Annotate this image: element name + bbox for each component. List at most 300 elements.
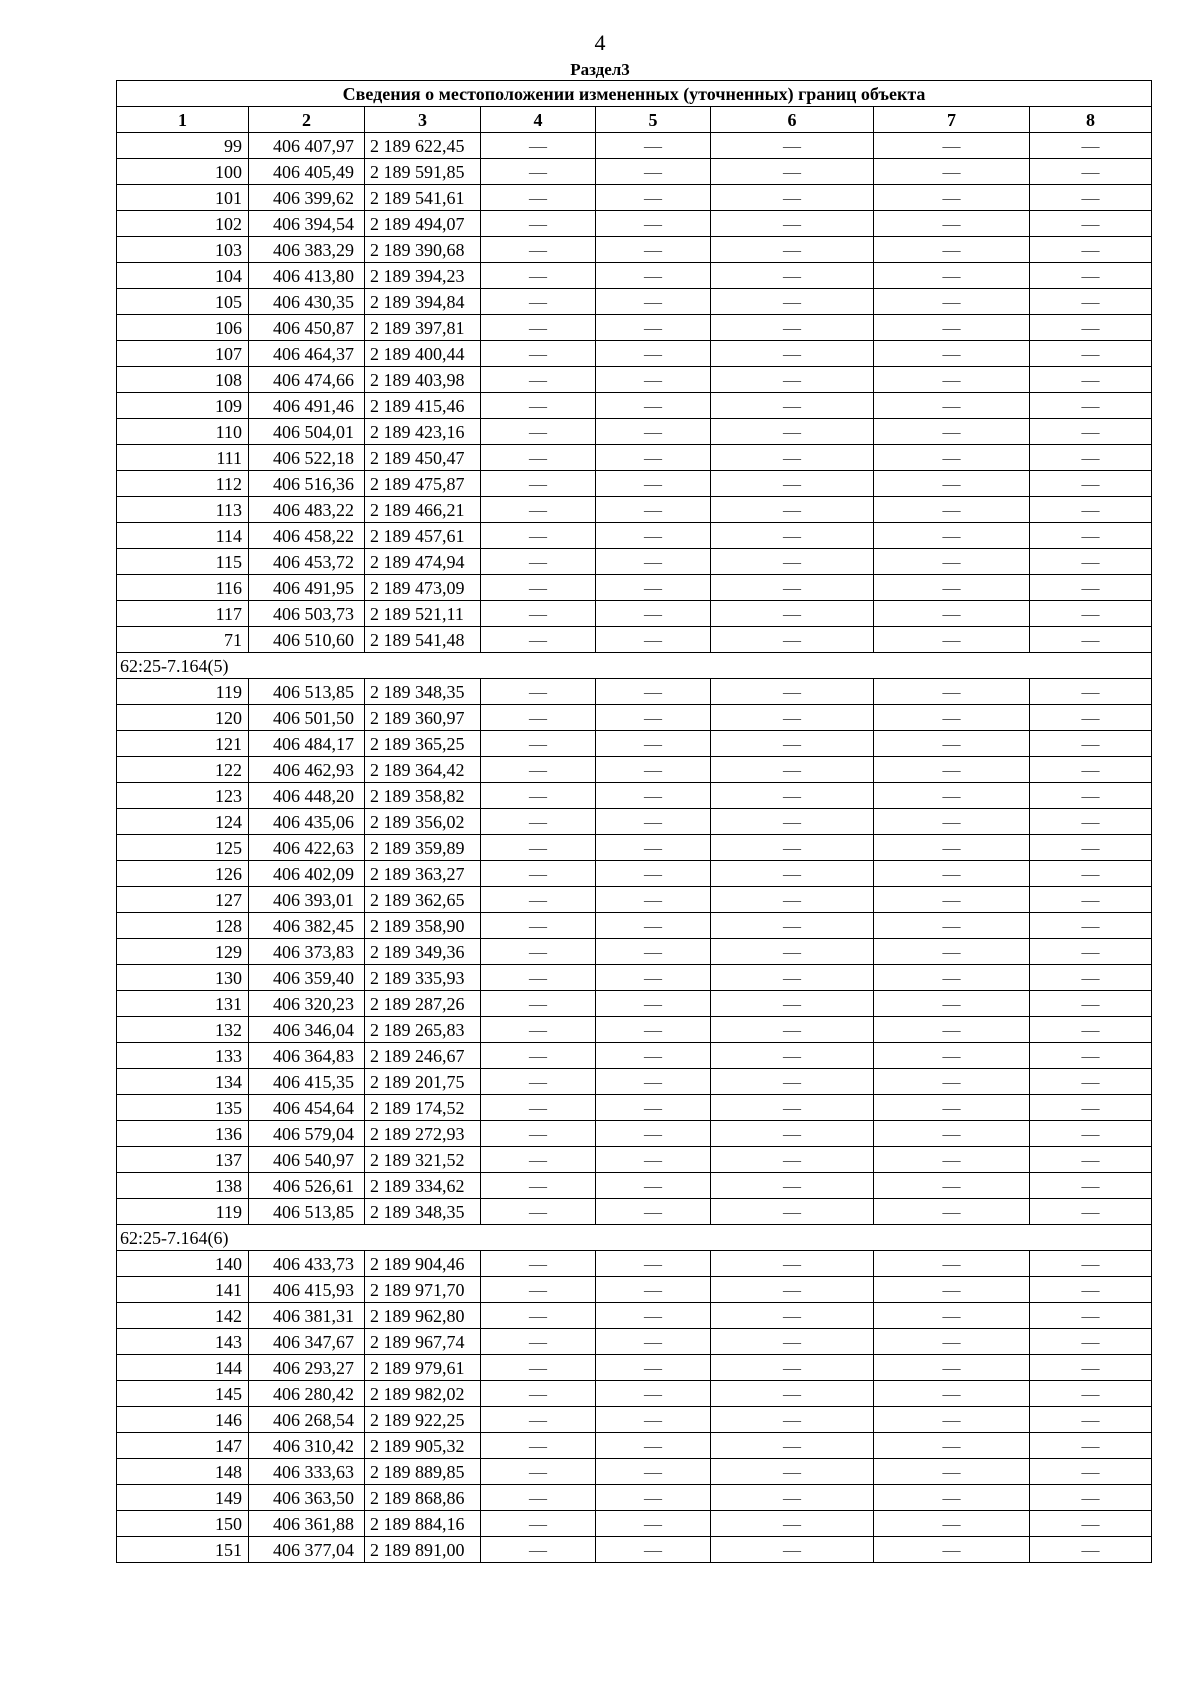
empty-value-dash: — bbox=[481, 237, 596, 263]
empty-value-dash: — bbox=[874, 341, 1030, 367]
y-coordinate-cell: 2 189 967,74 bbox=[365, 1329, 481, 1355]
y-coordinate-cell: 2 189 889,85 bbox=[365, 1459, 481, 1485]
empty-value-dash: — bbox=[481, 1173, 596, 1199]
x-coordinate-cell: 406 462,93 bbox=[249, 757, 365, 783]
empty-value-dash: — bbox=[874, 549, 1030, 575]
empty-value-dash: — bbox=[874, 991, 1030, 1017]
y-coordinate-cell: 2 189 272,93 bbox=[365, 1121, 481, 1147]
empty-value-dash: — bbox=[481, 133, 596, 159]
empty-value-dash: — bbox=[481, 497, 596, 523]
empty-value-dash: — bbox=[711, 991, 874, 1017]
y-coordinate-cell: 2 189 962,80 bbox=[365, 1303, 481, 1329]
table-body bbox=[117, 133, 1152, 1563]
empty-value-dash: — bbox=[481, 523, 596, 549]
x-coordinate-cell: 406 579,04 bbox=[249, 1121, 365, 1147]
table-row bbox=[117, 445, 1152, 471]
boundary-coordinates-table bbox=[116, 80, 1152, 1563]
empty-value-dash: — bbox=[481, 809, 596, 835]
empty-value-dash: — bbox=[1030, 289, 1152, 315]
table-row bbox=[117, 991, 1152, 1017]
empty-value-dash: — bbox=[874, 939, 1030, 965]
empty-value-dash: — bbox=[481, 185, 596, 211]
y-coordinate-cell: 2 189 394,84 bbox=[365, 289, 481, 315]
empty-value-dash: — bbox=[1030, 1433, 1152, 1459]
empty-value-dash: — bbox=[596, 445, 711, 471]
table-row bbox=[117, 575, 1152, 601]
empty-value-dash: — bbox=[596, 419, 711, 445]
empty-value-dash: — bbox=[711, 939, 874, 965]
x-coordinate-cell: 406 435,06 bbox=[249, 809, 365, 835]
y-coordinate-cell: 2 189 365,25 bbox=[365, 731, 481, 757]
empty-value-dash: — bbox=[711, 445, 874, 471]
empty-value-dash: — bbox=[874, 1017, 1030, 1043]
point-number-cell: 101 bbox=[117, 185, 249, 211]
empty-value-dash: — bbox=[874, 315, 1030, 341]
point-number-cell: 113 bbox=[117, 497, 249, 523]
empty-value-dash: — bbox=[874, 965, 1030, 991]
y-coordinate-cell: 2 189 356,02 bbox=[365, 809, 481, 835]
empty-value-dash: — bbox=[1030, 1095, 1152, 1121]
point-number-cell: 125 bbox=[117, 835, 249, 861]
empty-value-dash: — bbox=[711, 601, 874, 627]
y-coordinate-cell: 2 189 394,23 bbox=[365, 263, 481, 289]
empty-value-dash: — bbox=[596, 341, 711, 367]
x-coordinate-cell: 406 280,42 bbox=[249, 1381, 365, 1407]
empty-value-dash: — bbox=[874, 1537, 1030, 1563]
x-coordinate-cell: 406 359,40 bbox=[249, 965, 365, 991]
empty-value-dash: — bbox=[1030, 133, 1152, 159]
point-number-cell: 111 bbox=[117, 445, 249, 471]
empty-value-dash: — bbox=[874, 497, 1030, 523]
empty-value-dash: — bbox=[711, 1095, 874, 1121]
empty-value-dash: — bbox=[481, 1147, 596, 1173]
empty-value-dash: — bbox=[711, 133, 874, 159]
empty-value-dash: — bbox=[481, 1355, 596, 1381]
y-coordinate-cell: 2 189 334,62 bbox=[365, 1173, 481, 1199]
empty-value-dash: — bbox=[596, 783, 711, 809]
empty-value-dash: — bbox=[874, 913, 1030, 939]
empty-value-dash: — bbox=[481, 601, 596, 627]
y-coordinate-cell: 2 189 450,47 bbox=[365, 445, 481, 471]
empty-value-dash: — bbox=[596, 1043, 711, 1069]
table-row bbox=[117, 757, 1152, 783]
x-coordinate-cell: 406 320,23 bbox=[249, 991, 365, 1017]
y-coordinate-cell: 2 189 246,67 bbox=[365, 1043, 481, 1069]
empty-value-dash: — bbox=[711, 731, 874, 757]
table-row bbox=[117, 1329, 1152, 1355]
empty-value-dash: — bbox=[711, 1433, 874, 1459]
empty-value-dash: — bbox=[874, 1251, 1030, 1277]
empty-value-dash: — bbox=[596, 1433, 711, 1459]
table-row bbox=[117, 1199, 1152, 1225]
table-row bbox=[117, 861, 1152, 887]
empty-value-dash: — bbox=[596, 757, 711, 783]
table-row bbox=[117, 1537, 1152, 1563]
table-row bbox=[117, 1121, 1152, 1147]
empty-value-dash: — bbox=[1030, 523, 1152, 549]
table-row bbox=[117, 627, 1152, 653]
empty-value-dash: — bbox=[711, 497, 874, 523]
empty-value-dash: — bbox=[1030, 627, 1152, 653]
empty-value-dash: — bbox=[711, 1069, 874, 1095]
empty-value-dash: — bbox=[874, 289, 1030, 315]
empty-value-dash: — bbox=[711, 1459, 874, 1485]
empty-value-dash: — bbox=[481, 939, 596, 965]
empty-value-dash: — bbox=[1030, 211, 1152, 237]
x-coordinate-cell: 406 413,80 bbox=[249, 263, 365, 289]
empty-value-dash: — bbox=[1030, 237, 1152, 263]
empty-value-dash: — bbox=[711, 1511, 874, 1537]
empty-value-dash: — bbox=[1030, 549, 1152, 575]
x-coordinate-cell: 406 474,66 bbox=[249, 367, 365, 393]
empty-value-dash: — bbox=[874, 1147, 1030, 1173]
y-coordinate-cell: 2 189 541,61 bbox=[365, 185, 481, 211]
empty-value-dash: — bbox=[596, 835, 711, 861]
table-row bbox=[117, 783, 1152, 809]
table-row bbox=[117, 263, 1152, 289]
point-number-cell: 110 bbox=[117, 419, 249, 445]
empty-value-dash: — bbox=[711, 1355, 874, 1381]
empty-value-dash: — bbox=[874, 393, 1030, 419]
point-number-cell: 150 bbox=[117, 1511, 249, 1537]
y-coordinate-cell: 2 189 397,81 bbox=[365, 315, 481, 341]
column-header: 1 bbox=[117, 107, 249, 133]
y-coordinate-cell: 2 189 905,32 bbox=[365, 1433, 481, 1459]
empty-value-dash: — bbox=[1030, 1017, 1152, 1043]
table-row bbox=[117, 471, 1152, 497]
point-number-cell: 145 bbox=[117, 1381, 249, 1407]
empty-value-dash: — bbox=[481, 1303, 596, 1329]
x-coordinate-cell: 406 484,17 bbox=[249, 731, 365, 757]
section-title: Раздел3 bbox=[570, 60, 630, 79]
y-coordinate-cell: 2 189 201,75 bbox=[365, 1069, 481, 1095]
x-coordinate-cell: 406 516,36 bbox=[249, 471, 365, 497]
point-number-cell: 134 bbox=[117, 1069, 249, 1095]
group-label-row bbox=[117, 653, 1152, 679]
empty-value-dash: — bbox=[874, 523, 1030, 549]
empty-value-dash: — bbox=[711, 1329, 874, 1355]
empty-value-dash: — bbox=[481, 1095, 596, 1121]
empty-value-dash: — bbox=[711, 549, 874, 575]
empty-value-dash: — bbox=[596, 1329, 711, 1355]
table-row bbox=[117, 1173, 1152, 1199]
y-coordinate-cell: 2 189 390,68 bbox=[365, 237, 481, 263]
empty-value-dash: — bbox=[711, 809, 874, 835]
y-coordinate-cell: 2 189 363,27 bbox=[365, 861, 481, 887]
empty-value-dash: — bbox=[711, 393, 874, 419]
table-row bbox=[117, 1485, 1152, 1511]
column-header: 6 bbox=[711, 107, 874, 133]
x-coordinate-cell: 406 382,45 bbox=[249, 913, 365, 939]
x-coordinate-cell: 406 540,97 bbox=[249, 1147, 365, 1173]
empty-value-dash: — bbox=[1030, 471, 1152, 497]
y-coordinate-cell: 2 189 922,25 bbox=[365, 1407, 481, 1433]
column-header: 5 bbox=[596, 107, 711, 133]
point-number-cell: 116 bbox=[117, 575, 249, 601]
x-coordinate-cell: 406 513,85 bbox=[249, 679, 365, 705]
empty-value-dash: — bbox=[1030, 887, 1152, 913]
empty-value-dash: — bbox=[874, 809, 1030, 835]
empty-value-dash: — bbox=[874, 601, 1030, 627]
empty-value-dash: — bbox=[874, 419, 1030, 445]
empty-value-dash: — bbox=[711, 679, 874, 705]
table-row bbox=[117, 185, 1152, 211]
y-coordinate-cell: 2 189 335,93 bbox=[365, 965, 481, 991]
x-coordinate-cell: 406 454,64 bbox=[249, 1095, 365, 1121]
y-coordinate-cell: 2 189 400,44 bbox=[365, 341, 481, 367]
x-coordinate-cell: 406 373,83 bbox=[249, 939, 365, 965]
y-coordinate-cell: 2 189 979,61 bbox=[365, 1355, 481, 1381]
empty-value-dash: — bbox=[874, 1511, 1030, 1537]
y-coordinate-cell: 2 189 348,35 bbox=[365, 1199, 481, 1225]
x-coordinate-cell: 406 448,20 bbox=[249, 783, 365, 809]
empty-value-dash: — bbox=[874, 1303, 1030, 1329]
empty-value-dash: — bbox=[874, 237, 1030, 263]
empty-value-dash: — bbox=[1030, 1329, 1152, 1355]
point-number-cell: 99 bbox=[117, 133, 249, 159]
empty-value-dash: — bbox=[596, 1355, 711, 1381]
empty-value-dash: — bbox=[874, 783, 1030, 809]
y-coordinate-cell: 2 189 362,65 bbox=[365, 887, 481, 913]
table-row bbox=[117, 679, 1152, 705]
y-coordinate-cell: 2 189 473,09 bbox=[365, 575, 481, 601]
empty-value-dash: — bbox=[596, 913, 711, 939]
empty-value-dash: — bbox=[711, 367, 874, 393]
empty-value-dash: — bbox=[711, 1147, 874, 1173]
point-number-cell: 121 bbox=[117, 731, 249, 757]
table-row bbox=[117, 1095, 1152, 1121]
empty-value-dash: — bbox=[874, 1277, 1030, 1303]
x-coordinate-cell: 406 363,50 bbox=[249, 1485, 365, 1511]
point-number-cell: 123 bbox=[117, 783, 249, 809]
x-coordinate-cell: 406 450,87 bbox=[249, 315, 365, 341]
empty-value-dash: — bbox=[481, 419, 596, 445]
table-row bbox=[117, 1017, 1152, 1043]
point-number-cell: 104 bbox=[117, 263, 249, 289]
empty-value-dash: — bbox=[481, 1017, 596, 1043]
empty-value-dash: — bbox=[596, 133, 711, 159]
empty-value-dash: — bbox=[1030, 1381, 1152, 1407]
empty-value-dash: — bbox=[481, 705, 596, 731]
y-coordinate-cell: 2 189 494,07 bbox=[365, 211, 481, 237]
y-coordinate-cell: 2 189 174,52 bbox=[365, 1095, 481, 1121]
point-number-cell: 130 bbox=[117, 965, 249, 991]
table-row bbox=[117, 419, 1152, 445]
empty-value-dash: — bbox=[481, 1537, 596, 1563]
table-row bbox=[117, 731, 1152, 757]
empty-value-dash: — bbox=[596, 263, 711, 289]
empty-value-dash: — bbox=[481, 757, 596, 783]
empty-value-dash: — bbox=[874, 211, 1030, 237]
table-row bbox=[117, 1355, 1152, 1381]
point-number-cell: 122 bbox=[117, 757, 249, 783]
empty-value-dash: — bbox=[711, 263, 874, 289]
table-row bbox=[117, 1407, 1152, 1433]
point-number-cell: 107 bbox=[117, 341, 249, 367]
empty-value-dash: — bbox=[874, 159, 1030, 185]
empty-value-dash: — bbox=[874, 575, 1030, 601]
empty-value-dash: — bbox=[711, 419, 874, 445]
x-coordinate-cell: 406 383,29 bbox=[249, 237, 365, 263]
empty-value-dash: — bbox=[711, 1407, 874, 1433]
x-coordinate-cell: 406 293,27 bbox=[249, 1355, 365, 1381]
empty-value-dash: — bbox=[1030, 497, 1152, 523]
point-number-cell: 138 bbox=[117, 1173, 249, 1199]
table-caption-row bbox=[117, 81, 1152, 107]
empty-value-dash: — bbox=[481, 1043, 596, 1069]
y-coordinate-cell: 2 189 349,36 bbox=[365, 939, 481, 965]
table-row bbox=[117, 1511, 1152, 1537]
point-number-cell: 100 bbox=[117, 159, 249, 185]
point-number-cell: 126 bbox=[117, 861, 249, 887]
empty-value-dash: — bbox=[596, 1407, 711, 1433]
x-coordinate-cell: 406 381,31 bbox=[249, 1303, 365, 1329]
empty-value-dash: — bbox=[1030, 1251, 1152, 1277]
empty-value-dash: — bbox=[481, 263, 596, 289]
empty-value-dash: — bbox=[596, 1537, 711, 1563]
table-row bbox=[117, 809, 1152, 835]
point-number-cell: 103 bbox=[117, 237, 249, 263]
y-coordinate-cell: 2 189 415,46 bbox=[365, 393, 481, 419]
empty-value-dash: — bbox=[711, 341, 874, 367]
column-header: 8 bbox=[1030, 107, 1152, 133]
point-number-cell: 144 bbox=[117, 1355, 249, 1381]
empty-value-dash: — bbox=[1030, 1459, 1152, 1485]
y-coordinate-cell: 2 189 403,98 bbox=[365, 367, 481, 393]
y-coordinate-cell: 2 189 364,42 bbox=[365, 757, 481, 783]
empty-value-dash: — bbox=[711, 913, 874, 939]
point-number-cell: 102 bbox=[117, 211, 249, 237]
empty-value-dash: — bbox=[481, 913, 596, 939]
empty-value-dash: — bbox=[1030, 1485, 1152, 1511]
empty-value-dash: — bbox=[481, 341, 596, 367]
table-row bbox=[117, 159, 1152, 185]
empty-value-dash: — bbox=[596, 861, 711, 887]
x-coordinate-cell: 406 394,54 bbox=[249, 211, 365, 237]
x-coordinate-cell: 406 464,37 bbox=[249, 341, 365, 367]
point-number-cell: 117 bbox=[117, 601, 249, 627]
point-number-cell: 143 bbox=[117, 1329, 249, 1355]
x-coordinate-cell: 406 407,97 bbox=[249, 133, 365, 159]
empty-value-dash: — bbox=[1030, 1407, 1152, 1433]
y-coordinate-cell: 2 189 359,89 bbox=[365, 835, 481, 861]
empty-value-dash: — bbox=[711, 861, 874, 887]
y-coordinate-cell: 2 189 884,16 bbox=[365, 1511, 481, 1537]
x-coordinate-cell: 406 526,61 bbox=[249, 1173, 365, 1199]
empty-value-dash: — bbox=[874, 1095, 1030, 1121]
empty-value-dash: — bbox=[596, 887, 711, 913]
empty-value-dash: — bbox=[711, 523, 874, 549]
y-coordinate-cell: 2 189 358,82 bbox=[365, 783, 481, 809]
point-number-cell: 114 bbox=[117, 523, 249, 549]
x-coordinate-cell: 406 361,88 bbox=[249, 1511, 365, 1537]
point-number-cell: 131 bbox=[117, 991, 249, 1017]
empty-value-dash: — bbox=[1030, 367, 1152, 393]
empty-value-dash: — bbox=[711, 1277, 874, 1303]
empty-value-dash: — bbox=[596, 991, 711, 1017]
empty-value-dash: — bbox=[1030, 601, 1152, 627]
column-header: 2 bbox=[249, 107, 365, 133]
empty-value-dash: — bbox=[874, 1485, 1030, 1511]
empty-value-dash: — bbox=[711, 887, 874, 913]
empty-value-dash: — bbox=[596, 1095, 711, 1121]
point-number-cell: 128 bbox=[117, 913, 249, 939]
point-number-cell: 71 bbox=[117, 627, 249, 653]
empty-value-dash: — bbox=[596, 497, 711, 523]
empty-value-dash: — bbox=[481, 1251, 596, 1277]
empty-value-dash: — bbox=[874, 705, 1030, 731]
y-coordinate-cell: 2 189 904,46 bbox=[365, 1251, 481, 1277]
empty-value-dash: — bbox=[874, 757, 1030, 783]
empty-value-dash: — bbox=[481, 1511, 596, 1537]
empty-value-dash: — bbox=[874, 731, 1030, 757]
empty-value-dash: — bbox=[596, 1173, 711, 1199]
y-coordinate-cell: 2 189 348,35 bbox=[365, 679, 481, 705]
empty-value-dash: — bbox=[711, 627, 874, 653]
empty-value-dash: — bbox=[874, 1407, 1030, 1433]
column-header: 4 bbox=[481, 107, 596, 133]
point-number-cell: 109 bbox=[117, 393, 249, 419]
point-number-cell: 136 bbox=[117, 1121, 249, 1147]
table-row bbox=[117, 549, 1152, 575]
empty-value-dash: — bbox=[596, 185, 711, 211]
empty-value-dash: — bbox=[1030, 1069, 1152, 1095]
empty-value-dash: — bbox=[596, 1277, 711, 1303]
table-row bbox=[117, 1459, 1152, 1485]
empty-value-dash: — bbox=[481, 1121, 596, 1147]
empty-value-dash: — bbox=[596, 1511, 711, 1537]
y-coordinate-cell: 2 189 541,48 bbox=[365, 627, 481, 653]
empty-value-dash: — bbox=[1030, 1199, 1152, 1225]
x-coordinate-cell: 406 405,49 bbox=[249, 159, 365, 185]
point-number-cell: 140 bbox=[117, 1251, 249, 1277]
empty-value-dash: — bbox=[481, 211, 596, 237]
empty-value-dash: — bbox=[1030, 315, 1152, 341]
x-coordinate-cell: 406 513,85 bbox=[249, 1199, 365, 1225]
empty-value-dash: — bbox=[711, 315, 874, 341]
y-coordinate-cell: 2 189 971,70 bbox=[365, 1277, 481, 1303]
point-number-cell: 105 bbox=[117, 289, 249, 315]
table-row bbox=[117, 367, 1152, 393]
empty-value-dash: — bbox=[711, 289, 874, 315]
empty-value-dash: — bbox=[481, 393, 596, 419]
empty-value-dash: — bbox=[874, 1121, 1030, 1147]
empty-value-dash: — bbox=[874, 1381, 1030, 1407]
empty-value-dash: — bbox=[1030, 393, 1152, 419]
point-number-cell: 119 bbox=[117, 1199, 249, 1225]
y-coordinate-cell: 2 189 474,94 bbox=[365, 549, 481, 575]
empty-value-dash: — bbox=[1030, 263, 1152, 289]
x-coordinate-cell: 406 377,04 bbox=[249, 1537, 365, 1563]
y-coordinate-cell: 2 189 622,45 bbox=[365, 133, 481, 159]
empty-value-dash: — bbox=[1030, 1173, 1152, 1199]
empty-value-dash: — bbox=[596, 1017, 711, 1043]
empty-value-dash: — bbox=[874, 835, 1030, 861]
point-number-cell: 147 bbox=[117, 1433, 249, 1459]
x-coordinate-cell: 406 510,60 bbox=[249, 627, 365, 653]
empty-value-dash: — bbox=[481, 159, 596, 185]
empty-value-dash: — bbox=[711, 783, 874, 809]
empty-value-dash: — bbox=[1030, 705, 1152, 731]
point-number-cell: 127 bbox=[117, 887, 249, 913]
table-row bbox=[117, 237, 1152, 263]
empty-value-dash: — bbox=[874, 1069, 1030, 1095]
empty-value-dash: — bbox=[1030, 809, 1152, 835]
empty-value-dash: — bbox=[711, 185, 874, 211]
empty-value-dash: — bbox=[874, 861, 1030, 887]
empty-value-dash: — bbox=[481, 575, 596, 601]
empty-value-dash: — bbox=[711, 575, 874, 601]
